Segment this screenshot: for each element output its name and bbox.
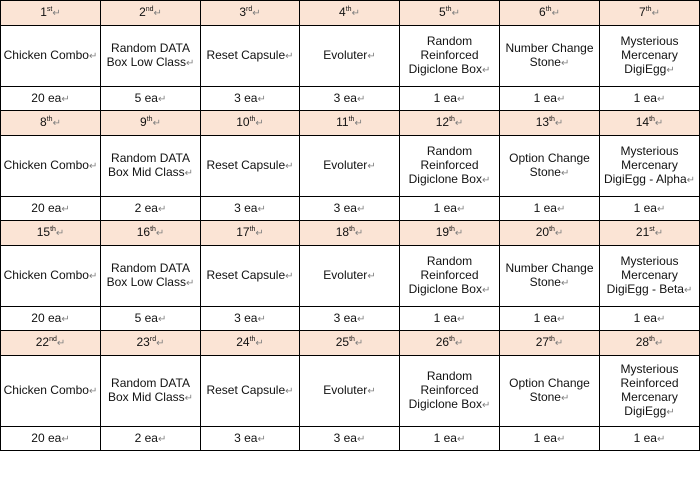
reward-item-cell	[101, 26, 201, 87]
paragraph-mark-icon: ↵	[481, 175, 491, 186]
reward-quantity: 1 ea	[633, 430, 657, 445]
day-ordinal-suffix: th	[645, 6, 652, 13]
paragraph-mark-icon: ↵	[554, 338, 564, 349]
paragraph-mark-icon: ↵	[551, 8, 560, 19]
reward-quantity: 3 ea	[234, 90, 258, 105]
day-ordinal-suffix: th	[549, 116, 555, 123]
reward-quantity: 20 ea	[31, 310, 62, 325]
paragraph-mark-icon: ↵	[456, 93, 466, 105]
day-cell	[1, 111, 101, 136]
reward-item-cell	[400, 356, 500, 427]
reward-quantity-cell	[600, 197, 700, 221]
reward-item-cell	[500, 356, 600, 427]
day-cell	[101, 111, 201, 136]
reward-item-cell	[300, 356, 400, 427]
day-number: 6	[539, 5, 546, 19]
reward-item-row	[1, 246, 700, 307]
reward-quantity: 1 ea	[433, 430, 457, 445]
day-number: 10	[236, 115, 250, 129]
paragraph-mark-icon: ↵	[56, 338, 66, 349]
reward-item-name: Mysterious Reinforced Mercenary DigiEgg	[620, 362, 679, 418]
day-header-row	[1, 111, 700, 136]
reward-item-name: Random DATA Box Low Class	[106, 261, 190, 289]
paragraph-mark-icon: ↵	[285, 386, 294, 397]
day-ordinal-suffix: th	[349, 336, 355, 343]
reward-quantity: 3 ea	[234, 200, 258, 215]
paragraph-mark-icon: ↵	[367, 161, 376, 172]
reward-item-cell	[101, 246, 201, 307]
day-cell	[300, 331, 400, 356]
paragraph-mark-icon: ↵	[454, 118, 464, 129]
reward-quantity-row	[1, 197, 700, 221]
reward-quantity-cell	[500, 427, 600, 451]
day-number: 24	[236, 335, 250, 349]
reward-quantity-cell	[201, 197, 300, 221]
reward-quantity-row	[1, 307, 700, 331]
day-ordinal-suffix: th	[545, 6, 552, 13]
reward-quantity: 1 ea	[433, 310, 457, 325]
reward-quantity-cell	[600, 87, 700, 111]
paragraph-mark-icon: ↵	[52, 118, 61, 129]
day-number: 17	[236, 225, 250, 239]
paragraph-mark-icon: ↵	[61, 93, 70, 105]
paragraph-mark-icon: ↵	[556, 203, 566, 215]
reward-quantity: 20 ea	[31, 200, 62, 215]
paragraph-mark-icon: ↵	[157, 433, 167, 445]
paragraph-mark-icon: ↵	[354, 228, 364, 239]
day-cell	[600, 111, 700, 136]
reward-item-cell	[101, 356, 201, 427]
reward-quantity-cell	[101, 307, 201, 331]
paragraph-mark-icon: ↵	[656, 433, 666, 445]
paragraph-mark-icon: ↵	[481, 285, 491, 296]
day-number: 9	[140, 115, 147, 129]
paragraph-mark-icon: ↵	[683, 285, 693, 296]
reward-quantity-cell	[300, 427, 400, 451]
reward-item-name: Evoluter	[323, 48, 368, 62]
day-number: 13	[535, 115, 550, 129]
paragraph-mark-icon: ↵	[354, 338, 364, 349]
paragraph-mark-icon: ↵	[560, 168, 570, 179]
day-number: 19	[435, 225, 450, 239]
day-cell	[500, 331, 600, 356]
reward-quantity: 1 ea	[533, 200, 557, 215]
day-ordinal-suffix: th	[46, 116, 53, 123]
paragraph-mark-icon: ↵	[456, 313, 466, 325]
reward-quantity: 2 ea	[134, 430, 158, 445]
reward-quantity: 5 ea	[134, 310, 158, 325]
paragraph-mark-icon: ↵	[61, 313, 70, 325]
day-number: 16	[136, 225, 151, 239]
reward-quantity: 3 ea	[333, 90, 357, 105]
paragraph-mark-icon: ↵	[257, 203, 266, 215]
paragraph-mark-icon: ↵	[454, 228, 464, 239]
reward-item-name: Evoluter	[323, 383, 368, 397]
reward-quantity-cell	[101, 427, 201, 451]
reward-item-cell	[300, 136, 400, 197]
reward-item-name: Chicken Combo	[3, 268, 89, 282]
reward-quantity-cell	[500, 307, 600, 331]
reward-item-row	[1, 26, 700, 87]
day-header-row	[1, 331, 700, 356]
paragraph-mark-icon: ↵	[185, 278, 195, 289]
reward-quantity: 2 ea	[134, 200, 158, 215]
reward-quantity: 1 ea	[433, 200, 457, 215]
reward-quantity: 5 ea	[134, 90, 158, 105]
day-cell	[101, 1, 201, 26]
paragraph-mark-icon: ↵	[157, 93, 167, 105]
day-cell	[201, 111, 300, 136]
day-ordinal-suffix: th	[549, 226, 555, 233]
day-cell	[201, 1, 300, 26]
paragraph-mark-icon: ↵	[257, 433, 266, 445]
paragraph-mark-icon: ↵	[354, 118, 363, 129]
day-number: 4	[339, 5, 346, 19]
reward-quantity-cell	[101, 87, 201, 111]
reward-item-cell	[101, 136, 201, 197]
paragraph-mark-icon: ↵	[666, 65, 675, 76]
paragraph-mark-icon: ↵	[88, 161, 98, 172]
reward-quantity: 1 ea	[533, 90, 557, 105]
reward-quantity-cell	[300, 197, 400, 221]
paragraph-mark-icon: ↵	[654, 228, 664, 239]
paragraph-mark-icon: ↵	[52, 8, 61, 19]
paragraph-mark-icon: ↵	[654, 118, 664, 129]
reward-quantity: 20 ea	[31, 430, 62, 445]
day-cell	[201, 221, 300, 246]
day-cell	[600, 331, 700, 356]
day-cell	[1, 1, 101, 26]
reward-item-name: Chicken Combo	[3, 48, 89, 62]
day-ordinal-suffix: th	[349, 226, 355, 233]
reward-item-name: Mysterious Mercenary DigiEgg	[620, 34, 679, 76]
paragraph-mark-icon: ↵	[454, 338, 464, 349]
reward-quantity-cell	[400, 307, 500, 331]
day-ordinal-suffix: th	[649, 116, 655, 123]
reward-item-name: Evoluter	[323, 268, 368, 282]
paragraph-mark-icon: ↵	[156, 338, 165, 349]
day-number: 27	[535, 335, 550, 349]
reward-quantity: 1 ea	[633, 200, 657, 215]
reward-quantity: 1 ea	[633, 90, 657, 105]
reward-quantity: 3 ea	[333, 200, 357, 215]
day-ordinal-suffix: rd	[149, 336, 157, 343]
paragraph-mark-icon: ↵	[285, 51, 294, 62]
reward-item-name: Random DATA Box Mid Class	[107, 376, 190, 404]
reward-calendar-body	[1, 1, 700, 451]
day-ordinal-suffix: th	[249, 226, 256, 233]
day-cell	[300, 221, 400, 246]
day-ordinal-suffix: th	[449, 226, 455, 233]
reward-quantity-cell	[300, 307, 400, 331]
day-ordinal-suffix: th	[146, 116, 153, 123]
paragraph-mark-icon: ↵	[686, 175, 696, 186]
paragraph-mark-icon: ↵	[185, 58, 195, 69]
paragraph-mark-icon: ↵	[367, 271, 376, 282]
paragraph-mark-icon: ↵	[255, 118, 264, 129]
day-cell	[600, 221, 700, 246]
day-number: 18	[335, 225, 350, 239]
paragraph-mark-icon: ↵	[556, 433, 566, 445]
day-number: 21	[635, 225, 650, 239]
reward-quantity: 3 ea	[234, 310, 258, 325]
reward-item-cell	[1, 246, 101, 307]
day-ordinal-suffix: th	[50, 226, 56, 233]
day-ordinal-suffix: th	[649, 336, 655, 343]
paragraph-mark-icon: ↵	[88, 51, 98, 62]
day-number: 25	[335, 335, 350, 349]
paragraph-mark-icon: ↵	[367, 386, 376, 397]
paragraph-mark-icon: ↵	[257, 313, 266, 325]
reward-item-cell	[1, 136, 101, 197]
paragraph-mark-icon: ↵	[656, 93, 666, 105]
reward-item-name: Mysterious Mercenary DigiEgg - Alpha	[603, 144, 687, 186]
day-cell	[1, 221, 101, 246]
paragraph-mark-icon: ↵	[88, 386, 98, 397]
reward-item-name: Chicken Combo	[3, 383, 89, 397]
day-ordinal-suffix: th	[249, 336, 256, 343]
day-cell	[101, 331, 201, 356]
day-ordinal-suffix: st	[46, 6, 53, 13]
reward-quantity-cell	[600, 307, 700, 331]
paragraph-mark-icon: ↵	[556, 93, 566, 105]
paragraph-mark-icon: ↵	[61, 433, 70, 445]
reward-quantity: 1 ea	[533, 310, 557, 325]
day-cell	[500, 1, 600, 26]
day-ordinal-suffix: nd	[145, 6, 154, 13]
reward-quantity: 1 ea	[433, 90, 457, 105]
reward-quantity-cell	[201, 87, 300, 111]
paragraph-mark-icon: ↵	[285, 271, 294, 282]
paragraph-mark-icon: ↵	[153, 8, 162, 19]
paragraph-mark-icon: ↵	[61, 203, 70, 215]
day-cell	[400, 1, 500, 26]
paragraph-mark-icon: ↵	[556, 313, 566, 325]
paragraph-mark-icon: ↵	[184, 168, 194, 179]
paragraph-mark-icon: ↵	[367, 51, 376, 62]
paragraph-mark-icon: ↵	[356, 203, 366, 215]
reward-item-cell	[500, 136, 600, 197]
day-ordinal-suffix: th	[345, 6, 352, 13]
paragraph-mark-icon: ↵	[157, 313, 167, 325]
day-cell	[1, 331, 101, 356]
day-number: 2	[139, 5, 146, 19]
day-cell	[101, 221, 201, 246]
reward-quantity-cell	[1, 307, 101, 331]
reward-item-name: Reset Capsule	[206, 383, 286, 397]
day-cell	[300, 111, 400, 136]
reward-quantity-cell	[1, 427, 101, 451]
reward-item-name: Option Change Stone	[509, 376, 590, 404]
day-cell	[600, 1, 700, 26]
reward-item-name: Option Change Stone	[509, 151, 590, 179]
reward-item-name: Number Change Stone	[505, 41, 594, 69]
paragraph-mark-icon: ↵	[554, 228, 564, 239]
reward-item-name: Random Reinforced Digiclone Box	[408, 144, 482, 186]
reward-item-cell	[600, 136, 700, 197]
day-number: 11	[336, 115, 349, 129]
day-ordinal-suffix: nd	[49, 336, 57, 343]
day-cell	[400, 221, 500, 246]
paragraph-mark-icon: ↵	[356, 93, 366, 105]
day-ordinal-suffix: th	[150, 226, 156, 233]
reward-item-cell	[600, 246, 700, 307]
reward-quantity: 3 ea	[234, 430, 258, 445]
paragraph-mark-icon: ↵	[255, 338, 264, 349]
day-ordinal-suffix: rd	[246, 6, 253, 13]
reward-item-name: Chicken Combo	[3, 158, 89, 172]
paragraph-mark-icon: ↵	[152, 118, 161, 129]
paragraph-mark-icon: ↵	[560, 58, 570, 69]
day-number: 22	[35, 335, 50, 349]
day-cell	[400, 331, 500, 356]
reward-item-cell	[500, 26, 600, 87]
paragraph-mark-icon: ↵	[560, 278, 570, 289]
reward-quantity-cell	[101, 197, 201, 221]
reward-quantity: 20 ea	[31, 90, 62, 105]
reward-item-name: Random DATA Box Mid Class	[107, 151, 190, 179]
paragraph-mark-icon: ↵	[351, 8, 360, 19]
day-cell	[300, 1, 400, 26]
reward-item-name: Mysterious Mercenary DigiEgg - Beta	[606, 254, 684, 296]
reward-item-cell	[201, 246, 300, 307]
reward-quantity-cell	[500, 87, 600, 111]
reward-item-name: Evoluter	[323, 158, 368, 172]
day-ordinal-suffix: th	[348, 116, 355, 123]
day-number: 1	[40, 5, 47, 19]
day-ordinal-suffix: st	[649, 226, 655, 233]
paragraph-mark-icon: ↵	[656, 203, 666, 215]
day-ordinal-suffix: th	[449, 116, 455, 123]
day-number: 14	[635, 115, 650, 129]
day-ordinal-suffix: th	[449, 336, 455, 343]
reward-item-cell	[300, 246, 400, 307]
paragraph-mark-icon: ↵	[651, 8, 660, 19]
day-ordinal-suffix: th	[549, 336, 555, 343]
paragraph-mark-icon: ↵	[184, 393, 194, 404]
reward-quantity-cell	[400, 197, 500, 221]
reward-item-name: Random Reinforced Digiclone Box	[408, 34, 482, 76]
reward-item-cell	[400, 26, 500, 87]
reward-quantity: 3 ea	[333, 310, 357, 325]
paragraph-mark-icon: ↵	[257, 93, 266, 105]
day-ordinal-suffix: th	[249, 116, 256, 123]
reward-quantity-cell	[201, 427, 300, 451]
paragraph-mark-icon: ↵	[560, 393, 570, 404]
reward-quantity-cell	[1, 87, 101, 111]
reward-item-name: Reset Capsule	[206, 48, 286, 62]
day-cell	[201, 331, 300, 356]
day-cell	[500, 221, 600, 246]
paragraph-mark-icon: ↵	[456, 433, 466, 445]
paragraph-mark-icon: ↵	[481, 65, 491, 76]
paragraph-mark-icon: ↵	[456, 203, 466, 215]
reward-item-name: Random Reinforced Digiclone Box	[408, 369, 482, 411]
paragraph-mark-icon: ↵	[155, 228, 165, 239]
reward-item-name: Reset Capsule	[206, 158, 286, 172]
paragraph-mark-icon: ↵	[666, 407, 675, 418]
reward-item-cell	[600, 356, 700, 427]
day-number: 28	[635, 335, 650, 349]
day-number: 23	[136, 335, 150, 349]
reward-item-cell	[201, 136, 300, 197]
reward-quantity-row	[1, 427, 700, 451]
day-number: 26	[435, 335, 450, 349]
paragraph-mark-icon: ↵	[656, 313, 666, 325]
reward-item-cell	[1, 26, 101, 87]
paragraph-mark-icon: ↵	[157, 203, 167, 215]
paragraph-mark-icon: ↵	[451, 8, 460, 19]
reward-item-cell	[201, 356, 300, 427]
day-header-row	[1, 1, 700, 26]
paragraph-mark-icon: ↵	[255, 228, 264, 239]
paragraph-mark-icon: ↵	[88, 271, 98, 282]
reward-item-cell	[300, 26, 400, 87]
paragraph-mark-icon: ↵	[356, 433, 366, 445]
day-number: 20	[535, 225, 550, 239]
reward-quantity-cell	[201, 307, 300, 331]
day-number: 12	[435, 115, 450, 129]
day-number: 15	[36, 225, 51, 239]
paragraph-mark-icon: ↵	[481, 400, 491, 411]
reward-quantity-cell	[500, 197, 600, 221]
reward-quantity: 3 ea	[333, 430, 357, 445]
paragraph-mark-icon: ↵	[55, 228, 65, 239]
reward-item-cell	[600, 26, 700, 87]
reward-item-name: Reset Capsule	[206, 268, 286, 282]
day-number: 5	[439, 5, 446, 19]
reward-quantity: 1 ea	[633, 310, 657, 325]
paragraph-mark-icon: ↵	[285, 161, 294, 172]
day-ordinal-suffix: th	[445, 6, 452, 13]
reward-quantity-cell	[1, 197, 101, 221]
reward-item-cell	[400, 246, 500, 307]
paragraph-mark-icon: ↵	[356, 313, 366, 325]
reward-item-cell	[1, 356, 101, 427]
day-cell	[500, 111, 600, 136]
paragraph-mark-icon: ↵	[554, 118, 564, 129]
day-number: 3	[239, 5, 247, 19]
reward-item-name: Random Reinforced Digiclone Box	[408, 254, 482, 296]
reward-quantity-cell	[600, 427, 700, 451]
reward-quantity: 1 ea	[533, 430, 557, 445]
reward-item-cell	[500, 246, 600, 307]
reward-quantity-cell	[400, 427, 500, 451]
day-cell	[400, 111, 500, 136]
reward-quantity-cell	[300, 87, 400, 111]
reward-item-name: Number Change Stone	[505, 261, 594, 289]
reward-quantity-cell	[400, 87, 500, 111]
day-header-row	[1, 221, 700, 246]
reward-quantity-row	[1, 87, 700, 111]
day-number: 8	[40, 115, 47, 129]
paragraph-mark-icon: ↵	[654, 338, 664, 349]
reward-item-row	[1, 356, 700, 427]
paragraph-mark-icon: ↵	[252, 8, 261, 19]
reward-item-row	[1, 136, 700, 197]
reward-item-cell	[201, 26, 300, 87]
reward-item-name: Random DATA Box Low Class	[106, 41, 190, 69]
reward-item-cell	[400, 136, 500, 197]
day-number: 7	[639, 5, 646, 19]
